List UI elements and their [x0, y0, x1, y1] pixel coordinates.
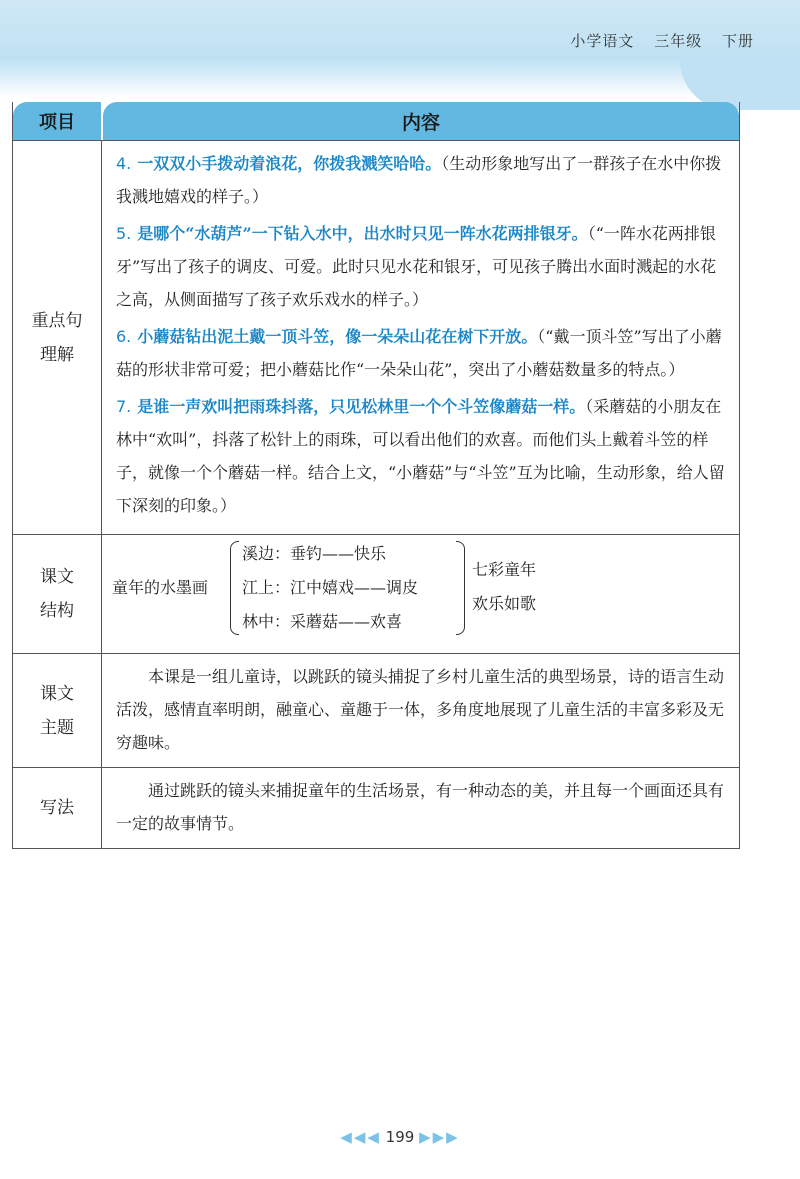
- row-label-structure: 课文结构: [13, 535, 102, 653]
- structure-result: 七彩童年: [472, 560, 537, 579]
- sentence-quote: 小蘑菇钻出泥土戴一顶斗笠，像一朵朵山花在树下开放。: [137, 327, 538, 346]
- sentence-explanation: （“戴一顶斗笠”写出了小蘑菇的形状非常可爱；把小蘑菇比作“一朵朵山花”，突出了小蘑菇数量多的特点。）: [116, 327, 722, 379]
- sentence-explanation: （生动形象地写出了一群孩子在水中你拨我溅地嬉戏的样子。）: [116, 154, 722, 206]
- structure-branch: 江上：江中嬉戏——调皮: [242, 578, 419, 597]
- header-volume: 下册: [721, 32, 754, 50]
- sentence-quote: 一双双小手拨动着浪花，你拨我溅笑哈哈。: [137, 154, 442, 173]
- sentence-entry: [116, 217, 729, 316]
- header-grade: 三年级: [654, 32, 703, 50]
- row-label-writing: 写法: [13, 768, 102, 848]
- sentence-number: 7.: [116, 397, 132, 416]
- running-header: [556, 30, 754, 51]
- row-theme: [13, 653, 739, 767]
- study-table: [12, 102, 740, 849]
- sentence-quote: 是谁一声欢叫把雨珠抖落，只见松林里一个个斗笠像蘑菇一样。: [137, 397, 586, 416]
- header-subject: 小学语文: [570, 32, 635, 50]
- sentence-quote: 是哪个“水葫芦”一下钻入水中，出水时只见一阵水花两排银牙。: [137, 224, 588, 243]
- sentence-entry: [116, 390, 729, 522]
- theme-text: 本课是一组儿童诗，以跳跃的镜头捕捉了乡村儿童生活的典型场景，诗的语言生动活泼，感情直率明朗，融童心、童趣于一体，多角度地展现了儿童生活的丰富多彩及无穷趣味。: [116, 667, 725, 752]
- sentence-number: 6.: [116, 327, 132, 346]
- writing-cell: [102, 768, 739, 848]
- table-header: [13, 102, 739, 140]
- row-writing: [13, 767, 739, 848]
- page-number: [0, 1128, 800, 1146]
- page-number-value: 199: [385, 1128, 415, 1146]
- structure-diagram: [102, 535, 739, 653]
- right-arrows-icon: ▶▶▶: [419, 1128, 460, 1146]
- key-sentences-cell: [102, 141, 739, 534]
- sentence-explanation: （采蘑菇的小朋友在林中“欢叫”，抖落了松针上的雨珠，可以看出他们的欢喜。而他们头上戴着斗笠的样子，就像一个个蘑菇一样。结合上文，“小蘑菇”与“斗笠”互为比喻，生动形象，给人留下深刻的印象。）: [116, 397, 725, 515]
- sentence-number: 4.: [116, 154, 132, 173]
- writing-text: 通过跳跃的镜头来捕捉童年的生活场景，有一种动态的美，并且每一个画面还具有一定的故事情节。: [116, 781, 725, 833]
- left-arrows-icon: ◀◀◀: [340, 1128, 381, 1146]
- row-key-sentences: [13, 140, 739, 534]
- sentence-entry: [116, 320, 729, 386]
- column-header-content: 内容: [103, 102, 739, 140]
- right-brace: [456, 541, 465, 635]
- column-header-item: 项目: [13, 102, 101, 140]
- structure-branch: 溪边：垂钓——快乐: [242, 544, 387, 563]
- structure-branch: 林中：采蘑菇——欢喜: [242, 612, 403, 631]
- structure-root: 童年的水墨画: [112, 578, 209, 597]
- structure-result: 欢乐如歌: [472, 594, 537, 613]
- sentence-entry: [116, 147, 729, 213]
- left-brace: [230, 541, 239, 635]
- theme-cell: [102, 654, 739, 767]
- row-label-theme: 课文主题: [13, 654, 102, 767]
- row-label-key-sentences: 重点句理解: [13, 141, 102, 534]
- sentence-explanation: （“一阵水花两排银牙”写出了孩子的调皮、可爱。此时只见水花和银牙，可见孩子腾出水面时溅起的水花之高，从侧面描写了孩子欢乐戏水的样子。）: [116, 224, 717, 309]
- row-structure: [13, 534, 739, 653]
- sentence-number: 5.: [116, 224, 132, 243]
